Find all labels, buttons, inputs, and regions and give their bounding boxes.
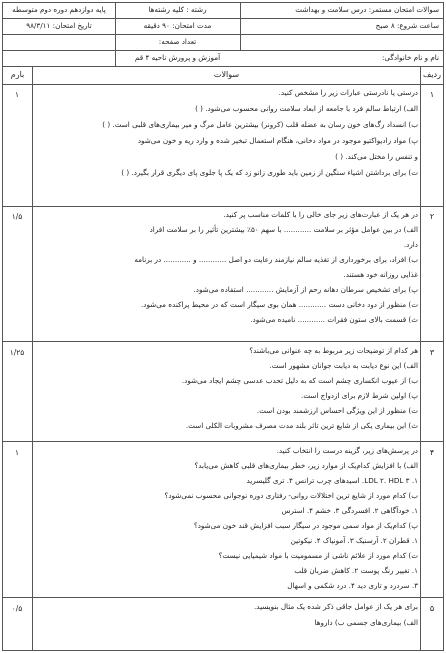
question-line: الف) با افزایش کدام‌یک از موارد زیر، خطر بیماری‌های قلبی کاهش می‌یابد؟ <box>194 461 418 470</box>
question-line: ۳. سردرد و تاری دید ۴. درد شکمی و اسهال <box>287 581 418 590</box>
question-line: الف) در بین عوامل مؤثر بر سلامت ............ با سهم ۵۰٪ بیشترین تأثیر را بر سلامت افراد <box>149 225 418 234</box>
question-line: ۱. قطران ۲. آرسنیک ۳. آمونیاک ۴. نیکوتین <box>290 536 418 545</box>
exam-date: تاریخ امتحان: ۹۸/۳/۱۱ <box>26 21 92 30</box>
question-divider <box>2 597 444 598</box>
question-line: غذایی روزانه خود هستند. <box>343 270 418 279</box>
question-score: ۱ <box>14 90 20 99</box>
header-divider <box>115 2 116 50</box>
grade-label: پایه دوازدهم دوره دوم متوسطه <box>12 5 106 14</box>
question-line: پ) برای تشخیص سرطان دهانه رحم از آزمایش ............ استفاده می‌شود. <box>193 285 418 294</box>
header-divider <box>2 84 444 85</box>
question-number: ۵ <box>429 604 435 613</box>
question-number: ۴ <box>429 448 435 457</box>
header-divider <box>115 50 116 66</box>
column-divider <box>420 66 421 651</box>
question-line: ت) کدام مورد از علائم ناشی از مسمومیت با مواد شیمیایی نیست؟ <box>218 551 418 560</box>
question-line: در پرسش‌های زیر، گزینه درست را انتخاب کنید. <box>276 446 418 455</box>
question-line: در هر یک از عبارت‌های زیر جای خالی را با کلمات مناسب پر کنید. <box>223 210 418 219</box>
question-divider <box>2 341 444 342</box>
question-number: ۳ <box>429 348 435 357</box>
question-score: ۱ <box>14 448 20 457</box>
office-label: آموزش و پرورش ناحیه ۴ قم <box>134 53 221 62</box>
question-line: ۱. تغییر رنگ پوست ۲. کاهش ضربان قلب <box>294 566 418 575</box>
field-label: رشته : کلیه رشته‌ها <box>148 5 207 14</box>
question-line: دارد. <box>403 240 418 249</box>
column-header-questions: سوالات <box>213 70 240 79</box>
question-line: ۱. خودآگاهی ۲. افسردگی ۳. خشم ۴. استرس <box>281 506 418 515</box>
question-line: و تنفس را مختل می‌کند. ( ) <box>335 152 418 161</box>
question-text <box>36 210 418 340</box>
question-line: ث) قسمت بالای ستون فقرات ............ نامیده می‌شود. <box>250 315 418 324</box>
question-line: الف) این نوع دیابت به دیابت جوانان مشهور است. <box>269 361 418 370</box>
question-line: درستی یا نادرستی عبارات زیر را مشخص کنید. <box>278 88 418 97</box>
page-count: تعداد صفحه: <box>158 37 197 46</box>
exam-title: سوالات امتحان مستمر: درس سلامت و بهداشت <box>295 5 439 14</box>
question-line: ۱. LDL ۲. HDL ۳. اسیدهای چرب ترانس ۴. تری گلیسرید <box>246 476 418 485</box>
question-line: الف) ارتباط سالم فرد با جامعه از ابعاد سلامت روانی محسوب می‌شود. ( ) <box>195 104 418 113</box>
duration: مدت امتحان: ۹۰ دقیقه <box>143 21 212 30</box>
question-line: پ) اولین شرط لازم برای ازدواج است. <box>301 391 418 400</box>
header-divider <box>2 66 444 67</box>
question-line: الف) بیماری‌های جسمی ب) داروها <box>314 618 418 627</box>
question-score: ۱/۵ <box>11 212 23 221</box>
question-line: برای هر یک از عوامل جاقی ذکر شده یک مثال بنویسید. <box>254 602 418 611</box>
question-line: ت) برای برداشتن اشیاء سنگین از زمین باید طوری زانو زد که یک پا جلوی پای دیگری قرار بگیرد. ( ) <box>121 168 418 177</box>
question-text <box>36 446 418 596</box>
question-line: ب) از عیوب انکساری چشم است که به دلیل تحدب عدسی چشم ایجاد می‌شود. <box>181 376 418 385</box>
question-line: هر کدام از توضیحات زیر مربوط به چه عنوانی می‌باشند؟ <box>249 346 418 355</box>
question-line: پ) مواد رادیواکتیو موجود در مواد دخانی، هنگام استعمال تبخیر شده و وارد ریه و خون می‌شود <box>137 136 418 145</box>
question-divider <box>2 206 444 207</box>
question-line: ب) کدام مورد از شایع ترین اختلالات روانی- رفتاری دوره نوجوانی محسوب نمی‌شود؟ <box>164 491 418 500</box>
question-text <box>36 88 418 204</box>
question-line: ت) منظور از دود دخانی دست ............ همان بوی سیگار است که در محیط پراکنده می‌شود. <box>140 300 418 309</box>
question-line: ث) این بیماری یکی از شایع ترین تاثر بلند مدت مصرف مشروبات الکلی است. <box>185 421 418 430</box>
column-divider <box>32 66 33 651</box>
header-divider <box>240 2 241 50</box>
question-line: ب) افراد، برای برخورداری از تغذیه سالم نیازمند رعایت دو اصل ............ و ............ در برنامه <box>134 255 418 264</box>
question-score: ۰/۵ <box>11 604 23 613</box>
question-score: ۱/۲۵ <box>9 348 25 357</box>
question-line: ب) انسداد رگ‌های خون رسان به عضله قلب (کرونر) بیشترین عامل مرگ و میر بیماری‌های قلبی است. ( ) <box>102 120 418 129</box>
question-text <box>36 602 418 648</box>
question-line: پ) کدام‌یک از مواد سمی موجود در سیگار سبب افزایش قند خون می‌شود؟ <box>193 521 418 530</box>
question-divider <box>2 441 444 442</box>
start-time: ساعت شروع: ۸ صبح <box>375 21 439 30</box>
question-line: ت) منظور از این ویژگی احساس ارزشمند بودن است. <box>256 406 418 415</box>
question-number: ۱ <box>429 90 435 99</box>
column-header-score: بارم <box>10 70 25 79</box>
question-text <box>36 346 418 440</box>
question-number: ۲ <box>429 212 435 221</box>
column-header-row: ردیف <box>423 70 441 79</box>
student-name: نام و نام خانوادگی: <box>382 53 439 62</box>
